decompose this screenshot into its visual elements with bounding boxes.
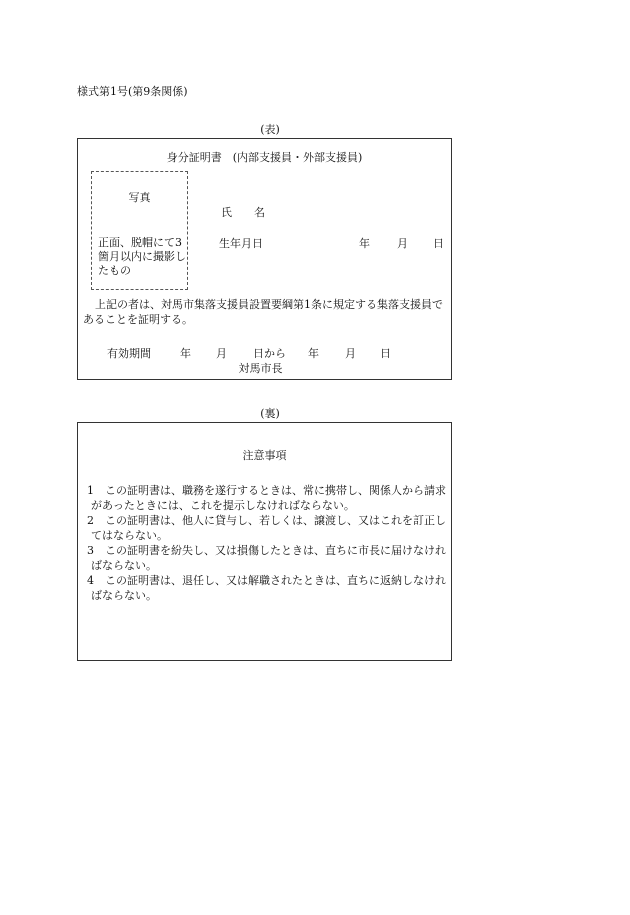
card-title: 身分証明書 (内部支援員・外部支援員): [166, 151, 363, 164]
photo-placeholder: [91, 171, 188, 290]
birthdate-label: 生年月日: [219, 237, 263, 250]
valid-from-day: 日から: [253, 347, 286, 360]
id-card-front: [77, 138, 452, 380]
validity-label: 有効期間: [107, 347, 151, 360]
valid-to-day: 日: [380, 347, 391, 360]
issuer-name: 対馬市長: [238, 362, 283, 375]
form-number-label: 様式第1号(第9条関係): [77, 85, 188, 98]
birth-month-label: 月: [397, 237, 408, 250]
birth-year-label: 年: [359, 237, 370, 250]
certification-text: 上記の者は、対馬市集落支援員設置要綱第1条に規定する集落支援員であることを証明する。: [83, 298, 443, 326]
note-item: 4 この証明書は、退任し、又は解職されたときは、直ちに返納しなければならない。: [87, 574, 446, 602]
id-card-back: [77, 422, 452, 661]
note-item: 2 この証明書は、他人に貸与し、若しくは、譲渡し、又はこれを訂正してはならない。: [87, 514, 446, 542]
note-item: 3 この証明書を紛失し、又は損傷したときは、直ちに市長に届けなければならない。: [87, 544, 446, 572]
valid-to-year: 年: [308, 347, 319, 360]
notes-list: [83, 483, 449, 603]
photo-instructions: 正面、脱帽にて3箇月以内に撮影したもの: [98, 236, 186, 277]
name-label: 氏 名: [221, 206, 265, 219]
back-side-label: (裏): [260, 407, 280, 420]
valid-from-month: 月: [216, 347, 227, 360]
birth-day-label: 日: [433, 237, 444, 250]
front-side-label: (表): [260, 123, 280, 136]
photo-title: 写真: [128, 191, 151, 204]
valid-from-year: 年: [180, 347, 191, 360]
valid-to-month: 月: [345, 347, 356, 360]
notes-title: 注意事項: [242, 449, 287, 462]
note-item: 1 この証明書は、職務を遂行するときは、常に携帯し、関係人から請求があったときには、これを提示しなければならない。: [87, 484, 446, 512]
